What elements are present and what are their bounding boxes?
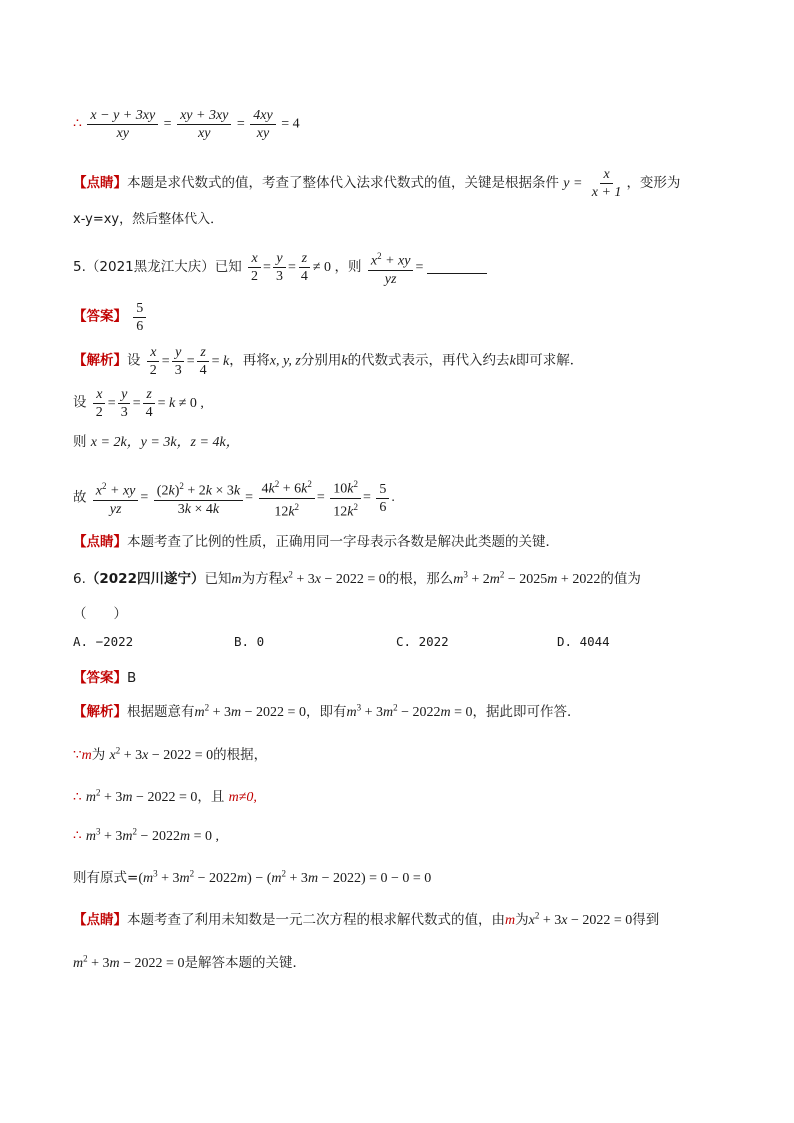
variables: x, y, z xyxy=(269,353,301,369)
analysis-text-3: 的代数式表示，再代入约去 xyxy=(347,352,510,369)
note-text: 本题考查了比例的性质，正确用同一字母表示各数是解决此类题的关键． xyxy=(127,534,559,550)
note-text-4: 是解答本题的关键． xyxy=(184,955,306,971)
q6-answer xyxy=(73,666,136,686)
fraction: $\frac{x - y + 3xy}{xy}$ xyxy=(87,107,158,142)
analysis-tag: 【解析】 xyxy=(73,352,127,369)
answer-blank[interactable] xyxy=(427,261,487,274)
analysis-text: ，再将 xyxy=(229,352,270,369)
paren: （ ） xyxy=(73,606,127,622)
stem-text-4: 的值为 xyxy=(600,571,641,587)
q5-answer: 【答案】 $\frac{5}{6}$ xyxy=(73,300,148,335)
analysis-text-4: 即可求解． xyxy=(515,352,584,369)
option-d[interactable]: D. 4044 xyxy=(557,634,610,649)
question-number: 6. xyxy=(73,571,86,587)
note-text-3: 得到 xyxy=(632,912,660,928)
k-var: k xyxy=(341,353,348,369)
and-text: ，且 xyxy=(197,789,225,805)
option-a[interactable]: A. −2022 xyxy=(73,634,134,649)
so-label: 故 xyxy=(73,489,87,506)
set-text: 设 xyxy=(127,352,141,369)
question-source: （2022四川遂宁） xyxy=(85,571,205,587)
stem-text-3: 的根，那么 xyxy=(385,571,454,587)
therefore-symbol: ∴ xyxy=(73,116,82,132)
xyz-values: x = 2k，y = 3k，z = 4k， xyxy=(90,435,240,450)
thus-text: 则有原式= xyxy=(73,870,139,886)
analysis-text-2: 分别用 xyxy=(300,352,342,369)
q5-so-line: 故 $\frac{x^2 + xy}{yz}$ = $\frac{(2k)^2 + 2k \times 3k}{3k \times 4k}$ = $\frac{4k^2 + 6k^2}{12k^2}$ = $\frac{10k^2}{12k^2}$ = $\frac{5}{6}$ . xyxy=(73,476,395,520)
stem-text-2: 为方程 xyxy=(241,571,283,587)
option-b[interactable]: B. 0 xyxy=(234,634,265,649)
q5-then-line xyxy=(73,430,240,451)
therefore-equation: ∴ $\frac{x - y + 3xy}{xy}$ = $\frac{xy + 3xy}{xy}$ = $\frac{4xy}{xy}$ = 4 xyxy=(73,108,300,141)
analysis-text: 根据题意有 xyxy=(127,704,195,720)
question-5: 5.（2021黑龙江大庆）已知 $\frac{x}{2}$ = $\frac{y}{3}$ = $\frac{z}{4}$ ≠ 0 ，则 $\frac{x^2 + xy}{yz}$ = xyxy=(73,248,487,288)
q6-because: ∵m为 $x^2 + 3x - 2022 = 0$的根据， xyxy=(73,745,268,763)
q5-analysis: 【解析】设 $\frac{x}{2}$ = $\frac{y}{3}$ = $\frac{z}{4}$ = k，再将x, y, z分别用k的代数式表示，再代入约去k即可求解． xyxy=(73,345,584,378)
because-text: 的根据， xyxy=(213,747,268,763)
note-line-2: x-y=xy，然后整体代入． xyxy=(73,212,224,227)
analysis-text-3: ，据此即可作答． xyxy=(472,704,581,720)
fraction: $\frac{4xy}{xy}$ xyxy=(250,107,275,142)
question-source: （2021黑龙江大庆）已知 xyxy=(85,259,242,276)
q6-note-2: $m^2 + 3m - 2022 = 0$是解答本题的关键． xyxy=(73,953,306,971)
answer-tag: 【答案】 xyxy=(73,670,127,686)
analysis-text-2: ，即有 xyxy=(305,704,347,720)
option-c[interactable]: C. 2022 xyxy=(396,634,449,649)
q6-therefore-1: ∴ $m^2 + 3m - 2022 = 0$，且 m≠0, xyxy=(73,787,257,805)
q5-set-line: 设 $\frac{x}{2}$ = $\frac{y}{3}$ = $\frac{z}{4}$ = k ≠ 0 , xyxy=(73,387,204,420)
because-symbol: ∵ xyxy=(73,747,82,763)
fraction: $\frac{x}{x + 1}$ xyxy=(591,167,622,200)
q6-note-1: 【点睛】本题考查了利用未知数是一元二次方程的根求解代数式的值，由m为$x^2 + 3x - 2022 = 0$得到 xyxy=(73,910,660,928)
stem-text: 已知 xyxy=(204,571,232,587)
note-tag: 【点睛】 xyxy=(73,534,127,550)
answer-value: B xyxy=(127,670,137,686)
q6-therefore-2: ∴ $m^3 + 3m^2 - 2022m = 0$ , xyxy=(73,826,219,844)
note-line-1: 【点睛】本题是求代数式的值，考查了整体代入法求代数式的值，关键是根据条件 y = $\frac{x}{x + 1}$ ，变形为 xyxy=(73,167,681,200)
note-text-2: 为 xyxy=(515,912,529,928)
question-6: 6.（2022四川遂宁）已知m为方程$x^2 + 3x - 2022 = 0$的根，那么$m^3 + 2m^2 - 2025m + 2022$的值为 xyxy=(73,569,641,587)
analysis-tag: 【解析】 xyxy=(73,704,127,720)
question-number: 5. xyxy=(73,259,86,276)
set-label: 设 xyxy=(73,394,87,411)
note-text: 本题考查了利用未知数是一元二次方程的根求解代数式的值，由 xyxy=(127,912,505,928)
then-text: ，则 xyxy=(334,259,362,276)
note-text-end: ，变形为 xyxy=(626,175,681,191)
therefore-symbol: ∴ xyxy=(73,789,82,805)
then-label: 则 xyxy=(73,434,87,450)
result: = 4 xyxy=(281,116,300,132)
answer-tag: 【答案】 xyxy=(73,308,127,325)
q6-conclusion: 则有原式$=(m^3 + 3m^2 - 2022m) - (m^2 + 3m - 2022) = 0 - 0 = 0$ xyxy=(73,868,432,886)
note-tag: 【点睛】 xyxy=(73,175,127,191)
q6-analysis: 【解析】根据题意有$m^2 + 3m - 2022 = 0$，即有$m^3 + 3m^2 - 2022m = 0$，据此即可作答． xyxy=(73,702,581,720)
m-not-zero: m≠0, xyxy=(228,790,257,805)
fraction: $\frac{xy + 3xy}{xy}$ xyxy=(177,107,231,142)
q5-note xyxy=(73,530,559,550)
note-tag: 【点睛】 xyxy=(73,912,127,928)
note-text: 本题是求代数式的值，考查了整体代入法求代数式的值，关键是根据条件 xyxy=(127,175,559,191)
